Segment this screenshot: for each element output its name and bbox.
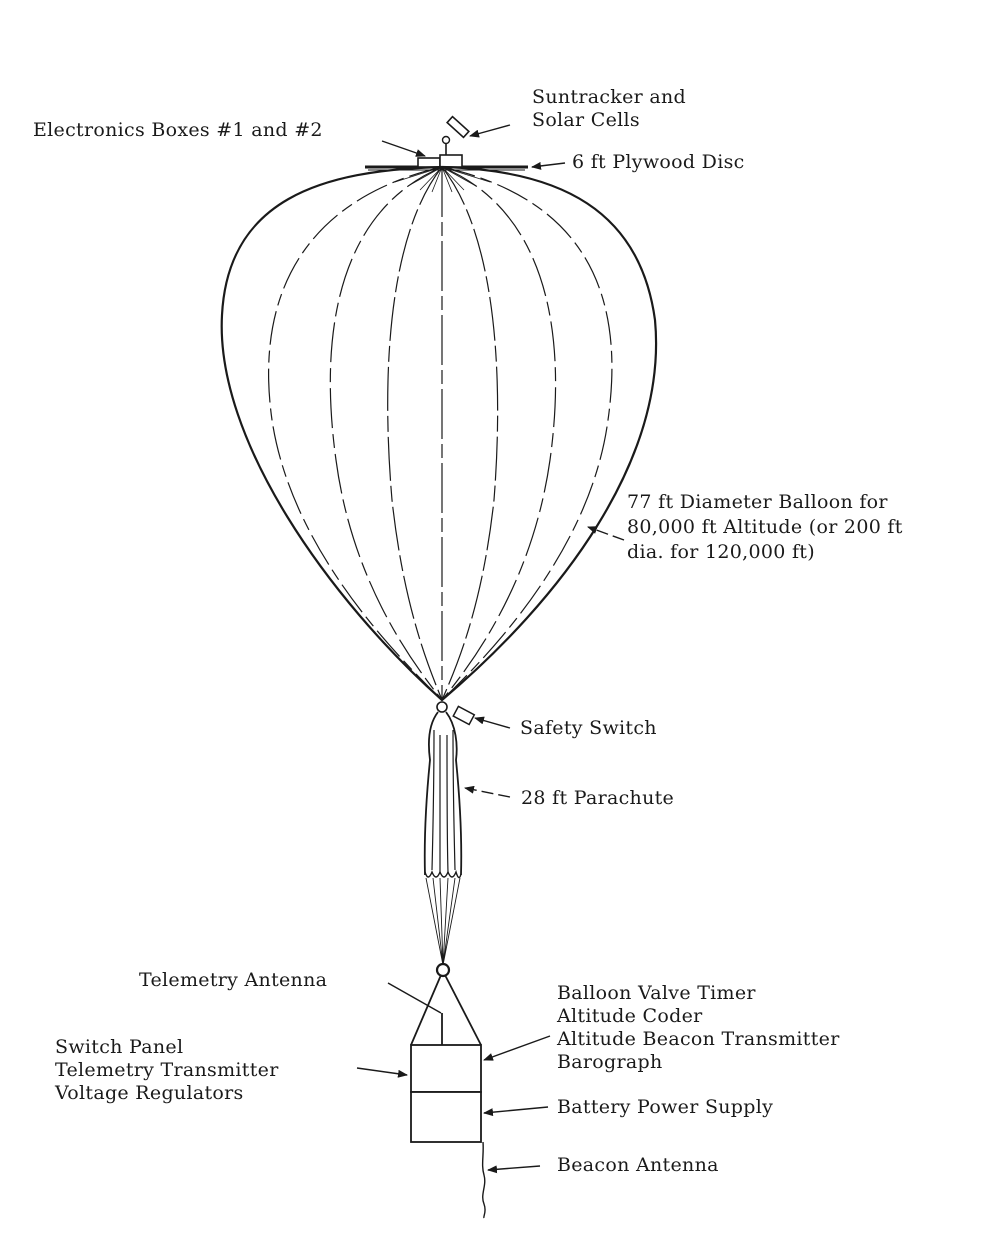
upper-instrument-box (411, 1045, 481, 1092)
label-line: Voltage Regulators (55, 1082, 244, 1104)
label-line: Balloon Valve Timer (557, 982, 756, 1004)
label-line: dia. for 120,000 ft) (627, 541, 815, 563)
label-line: Solar Cells (532, 109, 640, 131)
label-line: Altitude Coder (557, 1005, 703, 1027)
label-line: Switch Panel (55, 1036, 184, 1058)
swivel-ring (437, 964, 449, 976)
suntracker (443, 117, 469, 155)
beacon-antenna-wire (483, 1142, 486, 1218)
battery-box (411, 1092, 481, 1142)
balloon-envelope (222, 167, 656, 700)
label-plywood-disc: 6 ft Plywood Disc (572, 151, 745, 173)
label-upper-box-left (55, 1036, 279, 1105)
label-electronics-boxes: Electronics Boxes #1 and #2 (33, 119, 323, 141)
parachute (425, 712, 462, 965)
payload-rigging (411, 975, 481, 1045)
safety-switch (437, 702, 474, 725)
label-parachute: 28 ft Parachute (521, 787, 675, 809)
label-beacon-antenna: Beacon Antenna (557, 1154, 719, 1176)
label-line: Altitude Beacon Transmitter (557, 1028, 840, 1050)
label-safety-switch: Safety Switch (520, 717, 657, 739)
label-battery: Battery Power Supply (557, 1096, 774, 1118)
label-line: Barograph (557, 1051, 663, 1073)
label-upper-box-right (557, 982, 840, 1074)
label-balloon (627, 490, 903, 565)
label-telemetry-antenna: Telemetry Antenna (139, 969, 328, 991)
label-line: 77 ft Diameter Balloon for (627, 491, 888, 513)
label-line: Suntracker and (532, 86, 686, 108)
label-line: Telemetry Transmitter (55, 1059, 279, 1081)
electronics-boxes (418, 155, 462, 167)
label-suntracker (532, 86, 686, 132)
label-line: 80,000 ft Altitude (or 200 ft (627, 516, 903, 538)
